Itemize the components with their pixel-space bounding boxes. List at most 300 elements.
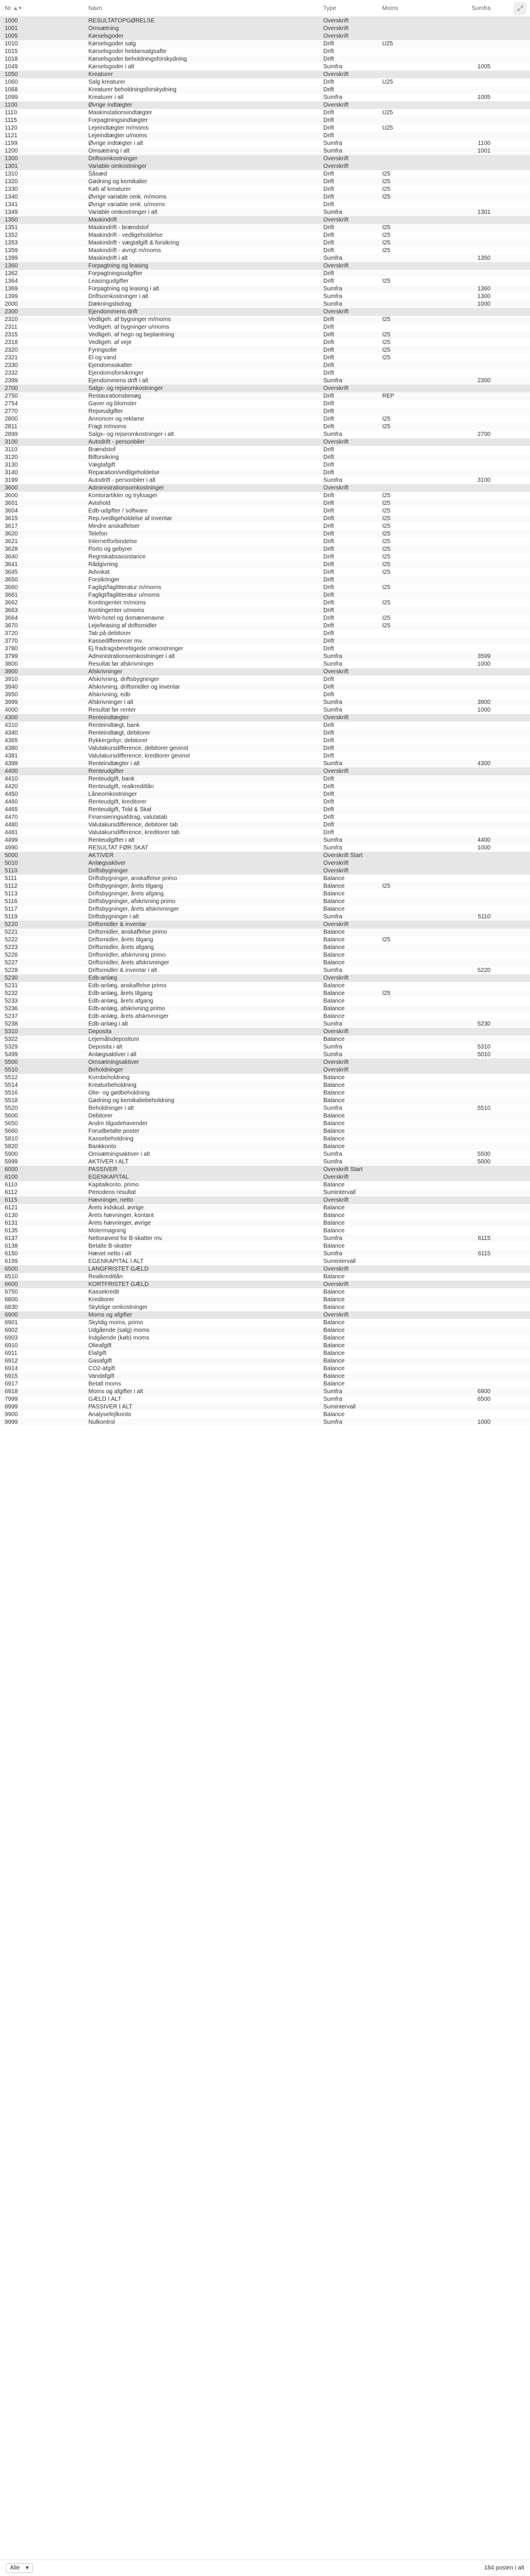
table-row[interactable] bbox=[0, 913, 530, 921]
table-row[interactable] bbox=[0, 944, 530, 951]
cell-nr: 1018 bbox=[5, 56, 18, 62]
cell-type: Drift bbox=[323, 125, 334, 131]
table-row[interactable] bbox=[0, 1097, 530, 1105]
table-row[interactable] bbox=[0, 300, 530, 308]
table-row[interactable] bbox=[0, 775, 530, 783]
table-row[interactable] bbox=[0, 576, 530, 584]
cell-type: Drift bbox=[323, 791, 334, 798]
cell-navn: Edb-anlæg, afskrivning primo bbox=[88, 1006, 165, 1012]
table-row[interactable] bbox=[0, 415, 530, 423]
table-row[interactable] bbox=[0, 561, 530, 568]
table-row[interactable] bbox=[0, 477, 530, 484]
cell-nr: 4381 bbox=[5, 753, 18, 759]
cell-type: Drift bbox=[323, 538, 334, 545]
table-row[interactable] bbox=[0, 369, 530, 377]
cell-type: Balance bbox=[323, 1327, 345, 1334]
table-row[interactable] bbox=[0, 377, 530, 385]
cell-moms: I25 bbox=[382, 332, 390, 338]
table-row[interactable] bbox=[0, 140, 530, 147]
table-row[interactable] bbox=[0, 714, 530, 722]
table-row[interactable] bbox=[0, 1212, 530, 1219]
table-row[interactable] bbox=[0, 507, 530, 515]
table-row[interactable] bbox=[0, 423, 530, 431]
table-row[interactable] bbox=[0, 591, 530, 599]
table-row[interactable] bbox=[0, 484, 530, 492]
cell-type: Overskrift bbox=[323, 439, 349, 445]
table-row[interactable] bbox=[0, 1135, 530, 1143]
cell-moms: I25 bbox=[382, 171, 390, 177]
column-header-moms[interactable]: Moms bbox=[382, 5, 399, 12]
table-row[interactable] bbox=[0, 1082, 530, 1089]
table-row[interactable] bbox=[0, 147, 530, 155]
table-row[interactable] bbox=[0, 699, 530, 706]
cell-nr: 5500 bbox=[5, 1059, 18, 1066]
table-row[interactable] bbox=[0, 17, 530, 25]
cell-type: Sumfra bbox=[323, 760, 343, 767]
sort-icon[interactable]: ▲▾ bbox=[12, 5, 22, 12]
cell-navn: Edb-anlæg, anskaffelse primo bbox=[88, 983, 167, 989]
cell-nr: 5520 bbox=[5, 1105, 18, 1112]
cell-navn: Årets indskud, øvrige bbox=[88, 1205, 144, 1211]
table-row[interactable] bbox=[0, 990, 530, 997]
table-row[interactable] bbox=[0, 1418, 530, 1426]
cell-type: Balance bbox=[323, 875, 345, 882]
table-row[interactable] bbox=[0, 392, 530, 400]
table-row[interactable] bbox=[0, 806, 530, 814]
table-row[interactable] bbox=[0, 859, 530, 867]
cell-type: Sumfra bbox=[323, 286, 343, 292]
table-row[interactable] bbox=[0, 614, 530, 622]
table-row[interactable] bbox=[0, 1005, 530, 1013]
table-row[interactable] bbox=[0, 109, 530, 117]
cell-type: Balance bbox=[323, 1036, 345, 1043]
table-row[interactable] bbox=[0, 25, 530, 32]
cell-sumfra: 1005 bbox=[477, 64, 491, 70]
table-row[interactable] bbox=[0, 622, 530, 630]
table-row[interactable] bbox=[0, 1158, 530, 1166]
cell-moms: I25 bbox=[382, 615, 390, 621]
table-row[interactable] bbox=[0, 568, 530, 576]
table-row[interactable] bbox=[0, 645, 530, 653]
cell-type: Overskrift bbox=[323, 768, 349, 775]
cell-type: Sumfra bbox=[323, 1235, 343, 1242]
table-row[interactable] bbox=[0, 783, 530, 791]
table-row[interactable] bbox=[0, 1173, 530, 1181]
table-row[interactable] bbox=[0, 308, 530, 316]
cell-type: Sumintervall bbox=[323, 1404, 356, 1410]
table-row[interactable] bbox=[0, 117, 530, 124]
table-row[interactable] bbox=[0, 951, 530, 959]
table-row[interactable] bbox=[0, 186, 530, 193]
table-row[interactable] bbox=[0, 32, 530, 40]
table-row[interactable] bbox=[0, 193, 530, 201]
cell-nr: 6138 bbox=[5, 1243, 18, 1249]
table-row[interactable] bbox=[0, 55, 530, 63]
table-row[interactable] bbox=[0, 1327, 530, 1334]
table-row[interactable] bbox=[0, 1242, 530, 1250]
table-row[interactable] bbox=[0, 745, 530, 752]
table-row[interactable] bbox=[0, 1235, 530, 1242]
cell-navn: EGENKAPITAL bbox=[88, 1174, 129, 1180]
table-row[interactable] bbox=[0, 71, 530, 78]
table-row[interactable] bbox=[0, 959, 530, 967]
table-row[interactable] bbox=[0, 492, 530, 500]
table-row[interactable] bbox=[0, 277, 530, 285]
table-row[interactable] bbox=[0, 538, 530, 545]
table-row[interactable] bbox=[0, 798, 530, 806]
cell-type: Drift bbox=[323, 186, 334, 193]
table-row[interactable] bbox=[0, 637, 530, 645]
cell-nr: 2315 bbox=[5, 332, 18, 338]
cell-type: Sumfra bbox=[323, 1159, 343, 1165]
table-row[interactable] bbox=[0, 1365, 530, 1373]
table-row[interactable] bbox=[0, 461, 530, 469]
cell-nr: 5900 bbox=[5, 1151, 18, 1158]
cell-moms: I25 bbox=[382, 278, 390, 285]
table-row[interactable] bbox=[0, 1127, 530, 1135]
cell-nr: 6130 bbox=[5, 1212, 18, 1219]
table-row[interactable] bbox=[0, 1342, 530, 1350]
table-row[interactable] bbox=[0, 791, 530, 798]
table-row[interactable] bbox=[0, 760, 530, 768]
cell-navn: Forpagtningsudgifter bbox=[88, 270, 143, 277]
table-row[interactable] bbox=[0, 545, 530, 553]
table-row[interactable] bbox=[0, 737, 530, 745]
table-row[interactable] bbox=[0, 78, 530, 86]
table-row[interactable] bbox=[0, 530, 530, 538]
table-row[interactable] bbox=[0, 285, 530, 293]
cell-nr: 4499 bbox=[5, 837, 18, 844]
table-row[interactable] bbox=[0, 1411, 530, 1418]
table-row[interactable] bbox=[0, 500, 530, 507]
table-row[interactable] bbox=[0, 1066, 530, 1074]
table-row[interactable] bbox=[0, 875, 530, 882]
table-row[interactable] bbox=[0, 1189, 530, 1196]
table-row[interactable] bbox=[0, 921, 530, 928]
table-row[interactable] bbox=[0, 691, 530, 699]
cell-nr: 3645 bbox=[5, 569, 18, 576]
table-row[interactable] bbox=[0, 216, 530, 224]
table-row[interactable] bbox=[0, 553, 530, 561]
table-row[interactable] bbox=[0, 1265, 530, 1273]
table-row[interactable] bbox=[0, 1380, 530, 1388]
cell-type: Balance bbox=[323, 1274, 345, 1280]
column-header-navn[interactable]: Navn bbox=[88, 5, 102, 12]
table-row[interactable] bbox=[0, 1059, 530, 1066]
cell-type: Drift bbox=[323, 462, 334, 468]
table-row[interactable] bbox=[0, 890, 530, 898]
column-header-sumfra[interactable]: Sumfra bbox=[471, 5, 491, 12]
cell-navn: Moms og afgifter i alt bbox=[88, 1388, 143, 1395]
table-row[interactable] bbox=[0, 967, 530, 974]
cell-type: Balance bbox=[323, 1381, 345, 1387]
table-row[interactable] bbox=[0, 101, 530, 109]
cell-nr: 5237 bbox=[5, 1013, 18, 1020]
cell-type: Balance bbox=[323, 1289, 345, 1295]
table-row[interactable] bbox=[0, 683, 530, 691]
table-row[interactable] bbox=[0, 928, 530, 936]
table-row[interactable] bbox=[0, 94, 530, 101]
table-row[interactable] bbox=[0, 584, 530, 591]
table-row[interactable] bbox=[0, 1350, 530, 1357]
table-row[interactable] bbox=[0, 339, 530, 346]
table-row[interactable] bbox=[0, 1074, 530, 1082]
table-row[interactable] bbox=[0, 676, 530, 683]
cell-moms: I25 bbox=[382, 569, 390, 576]
table-row[interactable] bbox=[0, 232, 530, 239]
cell-sumfra: 4300 bbox=[477, 760, 491, 767]
table-row[interactable] bbox=[0, 163, 530, 170]
table-row[interactable] bbox=[0, 408, 530, 415]
table-row[interactable] bbox=[0, 1273, 530, 1281]
table-row[interactable] bbox=[0, 323, 530, 331]
column-header-nr[interactable]: Nr ▲▾ bbox=[5, 5, 22, 12]
table-row[interactable] bbox=[0, 982, 530, 990]
table-row[interactable] bbox=[0, 63, 530, 71]
table-row[interactable] bbox=[0, 905, 530, 913]
table-row[interactable] bbox=[0, 346, 530, 354]
cell-nr: 5810 bbox=[5, 1136, 18, 1142]
table-row[interactable] bbox=[0, 293, 530, 300]
cell-navn: Køb af kreaturer bbox=[88, 186, 131, 193]
cell-navn: Periodens resultat bbox=[88, 1189, 136, 1196]
table-row[interactable] bbox=[0, 1204, 530, 1212]
page-size-select[interactable] bbox=[6, 2563, 33, 2573]
table-row[interactable] bbox=[0, 1396, 530, 1403]
table-row[interactable] bbox=[0, 316, 530, 323]
table-row[interactable] bbox=[0, 354, 530, 362]
cell-type: Overskrift bbox=[323, 1029, 349, 1035]
expand-icon[interactable]: ⤢ bbox=[514, 2, 526, 15]
table-row[interactable] bbox=[0, 882, 530, 890]
table-row[interactable] bbox=[0, 1051, 530, 1059]
table-row[interactable] bbox=[0, 178, 530, 186]
cell-nr: 3662 bbox=[5, 600, 18, 606]
table-row[interactable] bbox=[0, 1219, 530, 1227]
table-row[interactable] bbox=[0, 86, 530, 94]
cell-sumfra: 1005 bbox=[477, 94, 491, 101]
table-row[interactable] bbox=[0, 1143, 530, 1150]
table-row[interactable] bbox=[0, 836, 530, 844]
table-row[interactable] bbox=[0, 1304, 530, 1311]
cell-type: Balance bbox=[323, 1136, 345, 1142]
table-row[interactable] bbox=[0, 515, 530, 523]
table-row[interactable] bbox=[0, 254, 530, 262]
cell-nr: 5233 bbox=[5, 998, 18, 1004]
cell-nr: 1364 bbox=[5, 278, 18, 285]
cell-nr: 5514 bbox=[5, 1082, 18, 1089]
cell-navn: Renteudgift, realkreditlån bbox=[88, 783, 154, 790]
table-row[interactable] bbox=[0, 668, 530, 676]
cell-navn: Renteudgifter i alt bbox=[88, 837, 135, 844]
table-row[interactable] bbox=[0, 599, 530, 607]
cell-nr: 5112 bbox=[5, 883, 18, 889]
table-row[interactable] bbox=[0, 469, 530, 477]
table-row[interactable] bbox=[0, 209, 530, 216]
column-header-type[interactable]: Type bbox=[323, 5, 336, 12]
table-row[interactable] bbox=[0, 224, 530, 232]
table-row[interactable] bbox=[0, 1288, 530, 1296]
table-row[interactable] bbox=[0, 814, 530, 821]
cell-nr: 4480 bbox=[5, 822, 18, 828]
table-row[interactable] bbox=[0, 997, 530, 1005]
table-row[interactable] bbox=[0, 1120, 530, 1127]
cell-sumfra: 1000 bbox=[477, 707, 491, 713]
table-row[interactable] bbox=[0, 1166, 530, 1173]
cell-nr: 2330 bbox=[5, 362, 18, 369]
table-row[interactable] bbox=[0, 400, 530, 408]
table-row[interactable] bbox=[0, 170, 530, 178]
cell-navn: Variable omkostninger i alt bbox=[88, 209, 158, 216]
table-row[interactable] bbox=[0, 438, 530, 446]
cell-nr: 5600 bbox=[5, 1113, 18, 1119]
cell-navn: Afskrivning, driftsbygninger bbox=[88, 676, 160, 683]
cell-nr: 6199 bbox=[5, 1258, 18, 1265]
cell-type: Overskrift bbox=[323, 1266, 349, 1272]
table-row[interactable] bbox=[0, 1388, 530, 1396]
table-row[interactable] bbox=[0, 722, 530, 729]
cell-type: Sumfra bbox=[323, 1021, 343, 1027]
table-row[interactable] bbox=[0, 829, 530, 836]
cell-nr: 1049 bbox=[5, 64, 18, 70]
cell-type: Sumfra bbox=[323, 845, 343, 851]
cell-navn: Oliеafgift bbox=[88, 1342, 112, 1349]
cell-navn: Edb-anlæg, årets afgang bbox=[88, 998, 154, 1004]
cell-nr: 6914 bbox=[5, 1365, 18, 1372]
table-row[interactable] bbox=[0, 1013, 530, 1020]
cell-type: Balance bbox=[323, 1097, 345, 1104]
table-row[interactable] bbox=[0, 1373, 530, 1380]
cell-type: Drift bbox=[323, 592, 334, 598]
table-row[interactable] bbox=[0, 653, 530, 660]
cell-type: Sumfra bbox=[323, 1388, 343, 1395]
table-row[interactable] bbox=[0, 1089, 530, 1097]
table-row[interactable] bbox=[0, 1319, 530, 1327]
table-row[interactable] bbox=[0, 48, 530, 55]
table-row[interactable] bbox=[0, 362, 530, 369]
cell-sumfra: 1001 bbox=[477, 148, 491, 154]
cell-navn: Vægtafgift bbox=[88, 462, 115, 468]
table-row[interactable] bbox=[0, 155, 530, 163]
table-row[interactable] bbox=[0, 1181, 530, 1189]
table-row[interactable] bbox=[0, 1281, 530, 1288]
cell-nr: 5499 bbox=[5, 1051, 18, 1058]
cell-moms: I25 bbox=[382, 546, 390, 553]
table-row[interactable] bbox=[0, 898, 530, 905]
cell-type: Balance bbox=[323, 891, 345, 897]
cell-moms: I25 bbox=[382, 990, 390, 997]
table-row[interactable] bbox=[0, 1311, 530, 1319]
cell-nr: 1340 bbox=[5, 194, 18, 200]
cell-nr: 1330 bbox=[5, 186, 18, 193]
table-row[interactable] bbox=[0, 331, 530, 339]
table-row[interactable] bbox=[0, 124, 530, 132]
table-row[interactable] bbox=[0, 1196, 530, 1204]
table-row[interactable] bbox=[0, 270, 530, 277]
cell-navn: Nettorøvest for B-skatter mv. bbox=[88, 1235, 164, 1242]
cell-navn: Valutakursdifference, kreditorer gevinst bbox=[88, 753, 190, 759]
cell-type: Overskrift bbox=[323, 156, 349, 162]
cell-navn: Vandafgift bbox=[88, 1373, 115, 1380]
cell-nr: 5226 bbox=[5, 952, 18, 958]
table-row[interactable] bbox=[0, 1020, 530, 1028]
table-row[interactable] bbox=[0, 132, 530, 140]
cell-nr: 5111 bbox=[5, 875, 17, 882]
table-row[interactable] bbox=[0, 729, 530, 737]
table-row[interactable] bbox=[0, 867, 530, 875]
cell-navn: Resultat før renter bbox=[88, 707, 136, 713]
cell-type: Overskrift bbox=[323, 33, 349, 39]
cell-type: Balance bbox=[323, 1205, 345, 1211]
table-row[interactable] bbox=[0, 660, 530, 668]
table-row[interactable] bbox=[0, 1150, 530, 1158]
table-row[interactable] bbox=[0, 974, 530, 982]
cell-nr: 1120 bbox=[5, 125, 18, 131]
cell-nr: 3640 bbox=[5, 554, 18, 560]
cell-nr: 3600 bbox=[5, 492, 18, 499]
table-row[interactable] bbox=[0, 523, 530, 530]
table-row[interactable] bbox=[0, 752, 530, 760]
table-row[interactable] bbox=[0, 1036, 530, 1043]
cell-type: Sumfra bbox=[323, 140, 343, 147]
table-row[interactable] bbox=[0, 821, 530, 829]
table-row[interactable] bbox=[0, 1258, 530, 1265]
table-row[interactable] bbox=[0, 1296, 530, 1304]
cell-type: Drift bbox=[323, 745, 334, 752]
table-row[interactable] bbox=[0, 1357, 530, 1365]
cell-navn: Edb-anlæg i alt bbox=[88, 1021, 128, 1027]
table-row[interactable] bbox=[0, 607, 530, 614]
table-row[interactable] bbox=[0, 1403, 530, 1411]
cell-moms: I25 bbox=[382, 623, 390, 629]
table-row[interactable] bbox=[0, 844, 530, 852]
table-row[interactable] bbox=[0, 1334, 530, 1342]
table-row[interactable] bbox=[0, 706, 530, 714]
cell-type: Balance bbox=[323, 944, 345, 951]
cell-type: Drift bbox=[323, 324, 334, 330]
table-row[interactable] bbox=[0, 239, 530, 247]
table-row[interactable] bbox=[0, 768, 530, 775]
table-row[interactable] bbox=[0, 1105, 530, 1112]
table-row[interactable] bbox=[0, 40, 530, 48]
table-row[interactable] bbox=[0, 262, 530, 270]
cell-navn: Analysefejlkonto bbox=[88, 1411, 131, 1418]
cell-navn: Driftsbygninger, årets afskrivninger bbox=[88, 906, 179, 912]
cell-nr: 1301 bbox=[5, 163, 18, 170]
cell-type: Drift bbox=[323, 339, 334, 346]
table-row[interactable] bbox=[0, 247, 530, 254]
table-row[interactable] bbox=[0, 1043, 530, 1051]
cell-navn: Driftsbygninger, anskaffelse primo bbox=[88, 875, 177, 882]
table-row[interactable] bbox=[0, 1250, 530, 1258]
table-row[interactable] bbox=[0, 630, 530, 637]
table-row[interactable] bbox=[0, 852, 530, 859]
cell-nr: 6131 bbox=[5, 1220, 18, 1226]
table-row[interactable] bbox=[0, 1112, 530, 1120]
table-row[interactable] bbox=[0, 385, 530, 392]
cell-type: Drift bbox=[323, 408, 334, 415]
table-row[interactable] bbox=[0, 446, 530, 454]
table-row[interactable] bbox=[0, 431, 530, 438]
cell-moms: U25 bbox=[382, 41, 393, 47]
table-row[interactable] bbox=[0, 1227, 530, 1235]
cell-moms: I25 bbox=[382, 194, 390, 200]
table-row[interactable] bbox=[0, 1028, 530, 1036]
table-row[interactable] bbox=[0, 201, 530, 209]
cell-type: Overskrift bbox=[323, 1059, 349, 1066]
table-row[interactable] bbox=[0, 936, 530, 944]
table-row[interactable] bbox=[0, 454, 530, 461]
